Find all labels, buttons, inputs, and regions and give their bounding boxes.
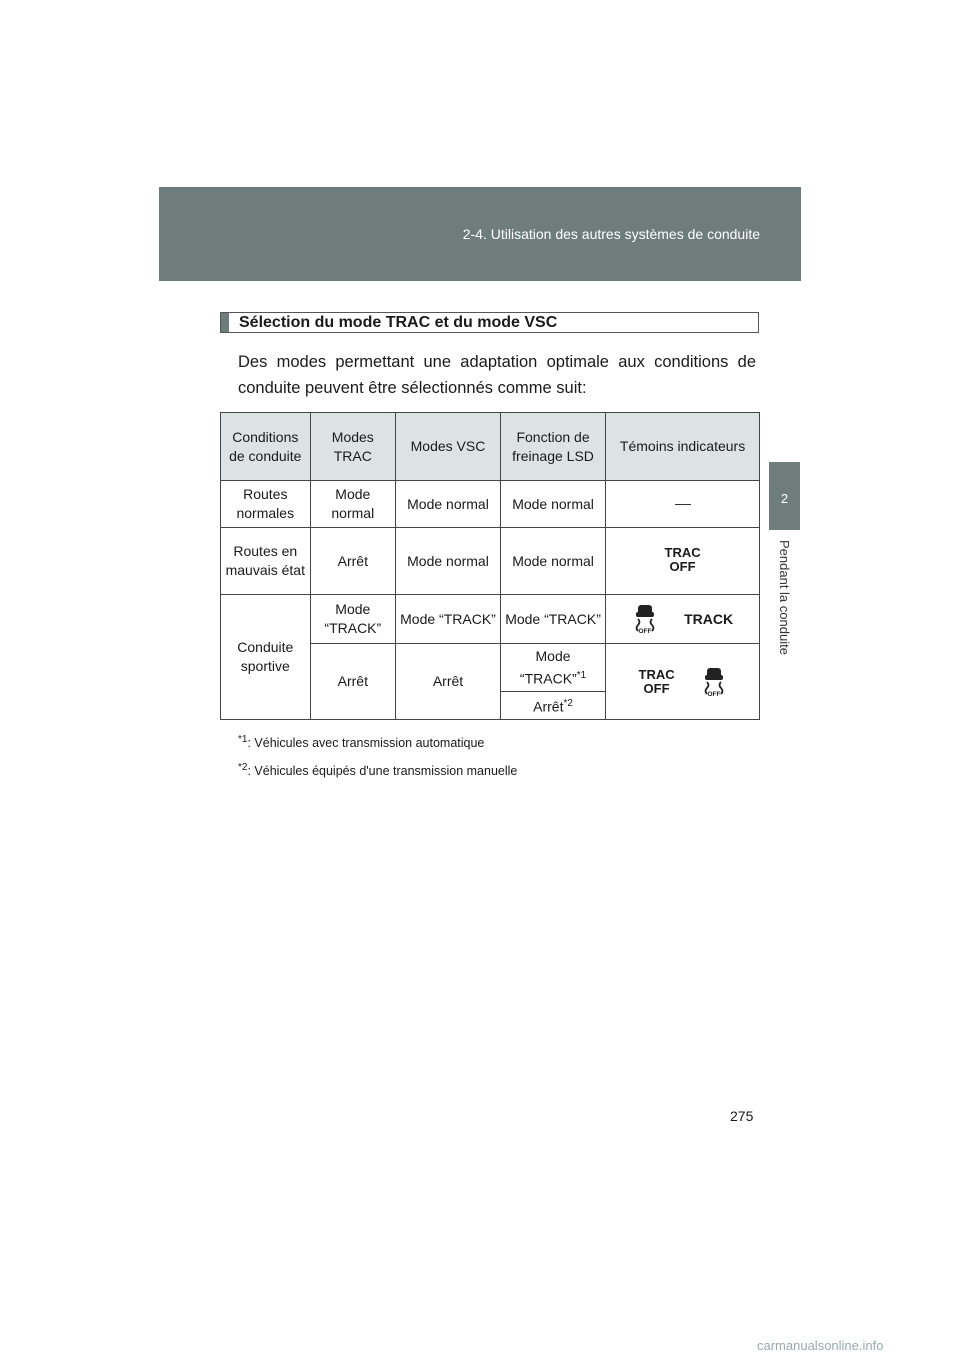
cell-lsd: Mode “TRACK”	[500, 595, 605, 644]
indicator-group	[609, 604, 756, 634]
section-heading-text: Sélection du mode TRAC et du mode VSC	[239, 313, 558, 331]
indicator-group	[609, 667, 756, 697]
svg-text:OFF: OFF	[707, 690, 721, 697]
chapter-side-label-text: Pendant la conduite	[777, 540, 792, 655]
footnote-1	[238, 734, 484, 750]
cell-trac: Arrêt	[310, 528, 395, 595]
header-band	[159, 187, 801, 281]
header-indicators: Témoins indicateurs	[606, 413, 760, 481]
cell-lsd: Mode normal	[500, 481, 605, 528]
cell-lsd-text: Arrêt	[533, 698, 564, 715]
trac-off-indicator-icon	[665, 546, 701, 574]
footnote-ref-2: *2	[563, 698, 573, 710]
cell-vsc: Mode “TRACK”	[396, 595, 501, 644]
cell-lsd: Mode normal	[500, 528, 605, 595]
footnote-mark: *1	[238, 734, 248, 745]
section-heading	[220, 312, 759, 333]
trac-text: TRAC	[664, 545, 701, 560]
cell-condition: Routes normales	[221, 481, 311, 528]
footnote-mark: *2	[238, 762, 248, 773]
footnote-2	[238, 762, 517, 778]
section-heading-bar	[221, 313, 229, 332]
chapter-title: 2-4. Utilisation des autres systèmes de conduite	[462, 226, 760, 242]
trac-text: TRAC	[638, 666, 675, 682]
watermark: carmanualsonline.info	[757, 1338, 884, 1353]
cell-trac: Mode “TRACK”	[310, 595, 395, 644]
slip-indicator-off-icon	[632, 604, 658, 634]
footnote-text: : Véhicules équipés d'une transmission manuelle	[247, 764, 518, 779]
page-number: 275	[730, 1108, 754, 1124]
cell-trac: Arrêt	[310, 644, 395, 720]
cell-condition: Routes en mauvais état	[221, 528, 311, 595]
cell-vsc: Mode normal	[396, 481, 501, 528]
footnote-text: : Véhicules avec transmission automatique	[247, 736, 485, 751]
off-text: OFF	[643, 680, 670, 696]
cell-vsc: Arrêt	[396, 644, 501, 720]
cell-indicator-none	[606, 481, 760, 528]
table-row	[221, 528, 760, 595]
intro-paragraph: Des modes permettant une adaptation optimale aux conditions de conduite peuvent être sélectionnés comme suit:	[238, 353, 756, 397]
slip-indicator-off-icon	[701, 667, 727, 697]
cell-indicator	[606, 595, 760, 644]
cell-vsc: Mode normal	[396, 528, 501, 595]
chapter-side-label	[769, 540, 800, 680]
cell-indicator	[606, 644, 760, 720]
table-row	[221, 595, 760, 644]
track-indicator-text: TRACK	[684, 610, 734, 627]
table-header-row	[221, 413, 760, 481]
cell-indicator	[606, 528, 760, 595]
cell-lsd	[500, 644, 605, 692]
cell-lsd-text: Mode “TRACK”	[519, 647, 577, 687]
dash-mark	[675, 504, 691, 505]
footnote-ref-1: *1	[576, 669, 587, 681]
chapter-tab	[769, 462, 800, 530]
header-vsc: Modes VSC	[396, 413, 501, 481]
trac-off-indicator-icon	[639, 668, 675, 696]
header-conditions: Conditions de conduite	[221, 413, 311, 481]
cell-trac: Mode normal	[310, 481, 395, 528]
modes-table	[220, 412, 760, 720]
chapter-number: 2	[780, 491, 789, 506]
header-lsd: Fonction de freinage LSD	[500, 413, 605, 481]
header-trac: Modes TRAC	[310, 413, 395, 481]
svg-text:OFF: OFF	[638, 628, 652, 634]
off-text: OFF	[669, 559, 696, 574]
cell-condition: Conduite sportive	[221, 595, 311, 720]
cell-lsd	[500, 692, 605, 720]
table-row	[221, 481, 760, 528]
